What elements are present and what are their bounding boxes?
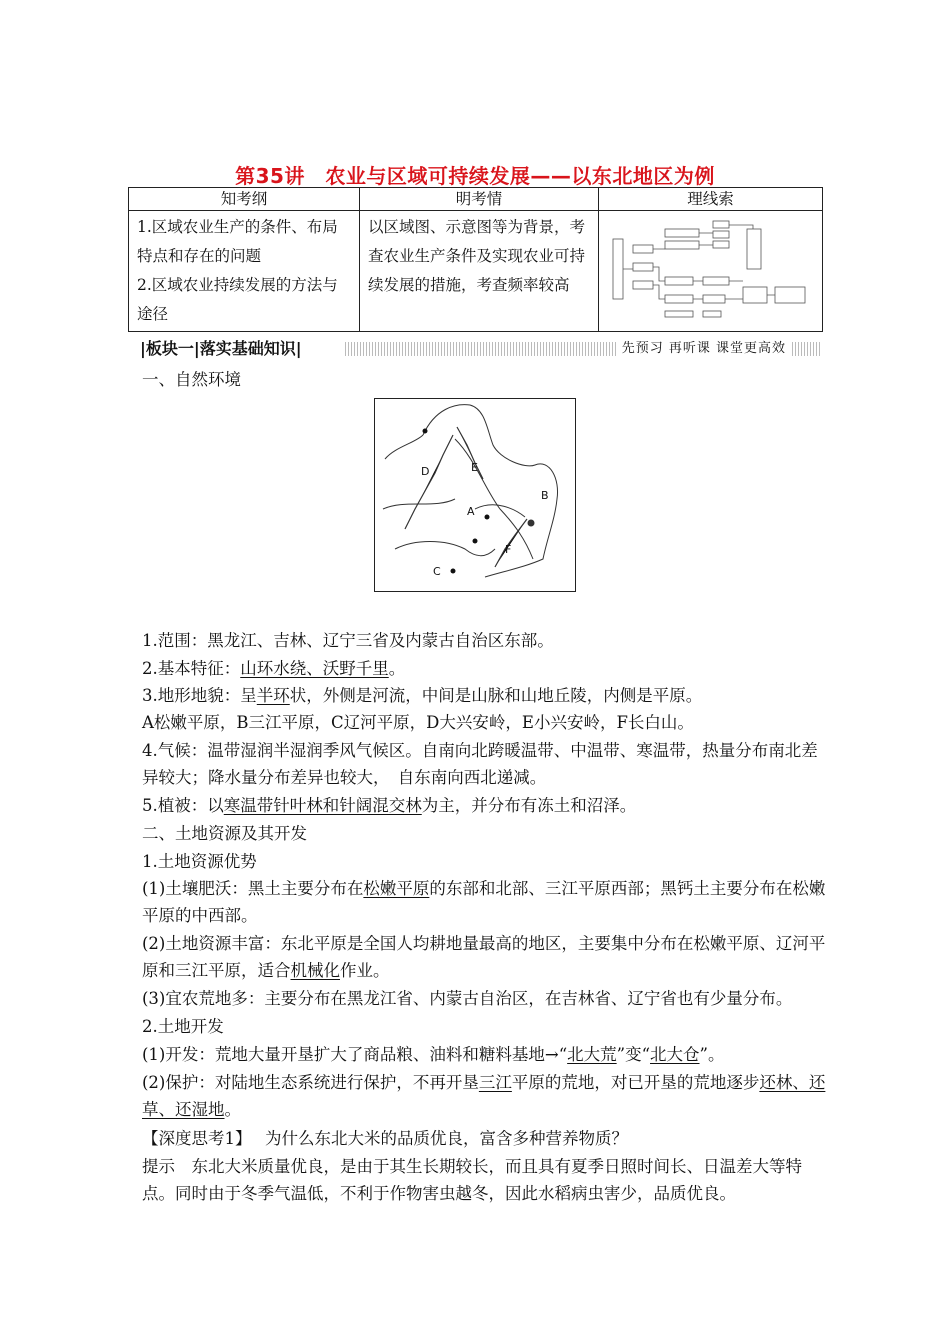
underlined-answer: 三江 xyxy=(478,1073,512,1092)
syllabus-cell xyxy=(129,211,360,332)
clue-diagram xyxy=(599,211,823,332)
map-label-c: C xyxy=(433,565,441,578)
banner-label: |板块一|落实基础知识| xyxy=(140,337,308,361)
clue-flowchart xyxy=(603,215,811,319)
underlined-answer: 寒温带针叶林和针阔混交林 xyxy=(223,796,422,815)
underlined-answer: 松嫩平原 xyxy=(363,879,430,898)
map-drawing xyxy=(375,399,575,591)
page-title: 第35讲 农业与区域可持续发展——以东北地区为例 xyxy=(235,164,715,188)
answer-hint: 提示 东北大米质量优良，是由于其生长期较长，而且具有夏季日照时间长、日温差大等特点。同时由于冬季气温低，不利于作物害虫越冬，因此水稻病虫害少，品质优良。 xyxy=(142,1157,802,1203)
map-label-f: F xyxy=(505,543,512,556)
underlined-answer: 北大荒 xyxy=(567,1045,617,1064)
paragraph: (2)土地资源丰富：东北平原是全国人均耕地量最高的地区，主要集中分布在松嫩平原、辽河平原和三江平原，适合机械化作业。 xyxy=(142,934,826,980)
think-label: 【深度思考1】 xyxy=(142,1129,244,1148)
northeast-map xyxy=(374,398,576,592)
underlined-answer: 北大仓 xyxy=(650,1045,700,1064)
overview-table xyxy=(128,187,823,332)
section-heading: 二、土地资源及其开发 xyxy=(142,824,307,843)
section-heading: 一、自然环境 xyxy=(142,370,241,389)
underlined-answer: 半环 xyxy=(256,686,290,705)
think-question: 【深度思考1】 为什么东北大米的品质优良，富含多种营养物质？ xyxy=(142,1129,628,1148)
section-banner xyxy=(140,337,820,361)
map-label-a: A xyxy=(467,505,475,518)
syllabus-item: 1.区域农业生产的条件、布局特点和存在的问题 xyxy=(137,218,338,265)
map-label-d: D xyxy=(421,465,430,478)
subheading: 2.土地开发 xyxy=(142,1017,224,1036)
underlined-answer: 机械化 xyxy=(290,961,340,980)
paragraph: 4.气候：温带湿润半湿润季风气候区。自南向北跨暖温带、中温带、寒温带，热量分布南北差异较大；降水量分布差异也较大， 自东南向西北递减。 xyxy=(142,741,818,787)
paragraph: 2.基本特征：山环水绕、沃野千里。 xyxy=(142,659,406,678)
syllabus-item: 2.区域农业持续发展的方法与途径 xyxy=(137,276,338,323)
underlined-answer: 山环水绕、沃野千里 xyxy=(240,659,389,678)
header-exam: 明考情 xyxy=(360,188,599,211)
paragraph: 3.地形地貌：呈半环状，外侧是河流，中间是山脉和山地丘陵，内侧是平原。 xyxy=(142,686,703,705)
paragraph: (2)保护：对陆地生态系统进行保护，不再开垦三江平原的荒地，对已开垦的荒地逐步还林、还草、还湿地。 xyxy=(142,1073,826,1119)
paragraph: 1.范围：黑龙江、吉林、辽宁三省及内蒙古自治区东部。 xyxy=(142,631,554,650)
map-label-e: E xyxy=(471,461,478,474)
underlined-answer: 还林、还草、还湿地 xyxy=(142,1073,826,1119)
map-label-b: B xyxy=(541,489,549,502)
header-clues: 理线索 xyxy=(599,188,823,211)
banner-tag: 先预习 再听课 课堂更高效 xyxy=(616,337,792,361)
paragraph: (1)土壤肥沃：黑土主要分布在松嫩平原的东部和北部、三江平原西部；黑钙土主要分布在松嫩平原的中西部。 xyxy=(142,879,826,925)
subheading: 1.土地资源优势 xyxy=(142,852,257,871)
paragraph: 5.植被：以寒温带针叶林和针阔混交林为主，并分布有冻土和沼泽。 xyxy=(142,796,637,815)
paragraph: A松嫩平原，B三江平原，C辽河平原，D大兴安岭，E小兴安岭，F长白山。 xyxy=(142,713,694,732)
header-syllabus: 知考纲 xyxy=(129,188,360,211)
paragraph: (3)宜农荒地多：主要分布在黑龙江省、内蒙古自治区，在吉林省、辽宁省也有少量分布。 xyxy=(142,989,793,1008)
paragraph: (1)开发：荒地大量开垦扩大了商品粮、油料和糖料基地→“北大荒”变“北大仓”。 xyxy=(142,1045,725,1064)
exam-cell: 以区域图、示意图等为背景，考查农业生产条件及实现农业可持续发展的措施，考查频率较高 xyxy=(360,211,599,332)
